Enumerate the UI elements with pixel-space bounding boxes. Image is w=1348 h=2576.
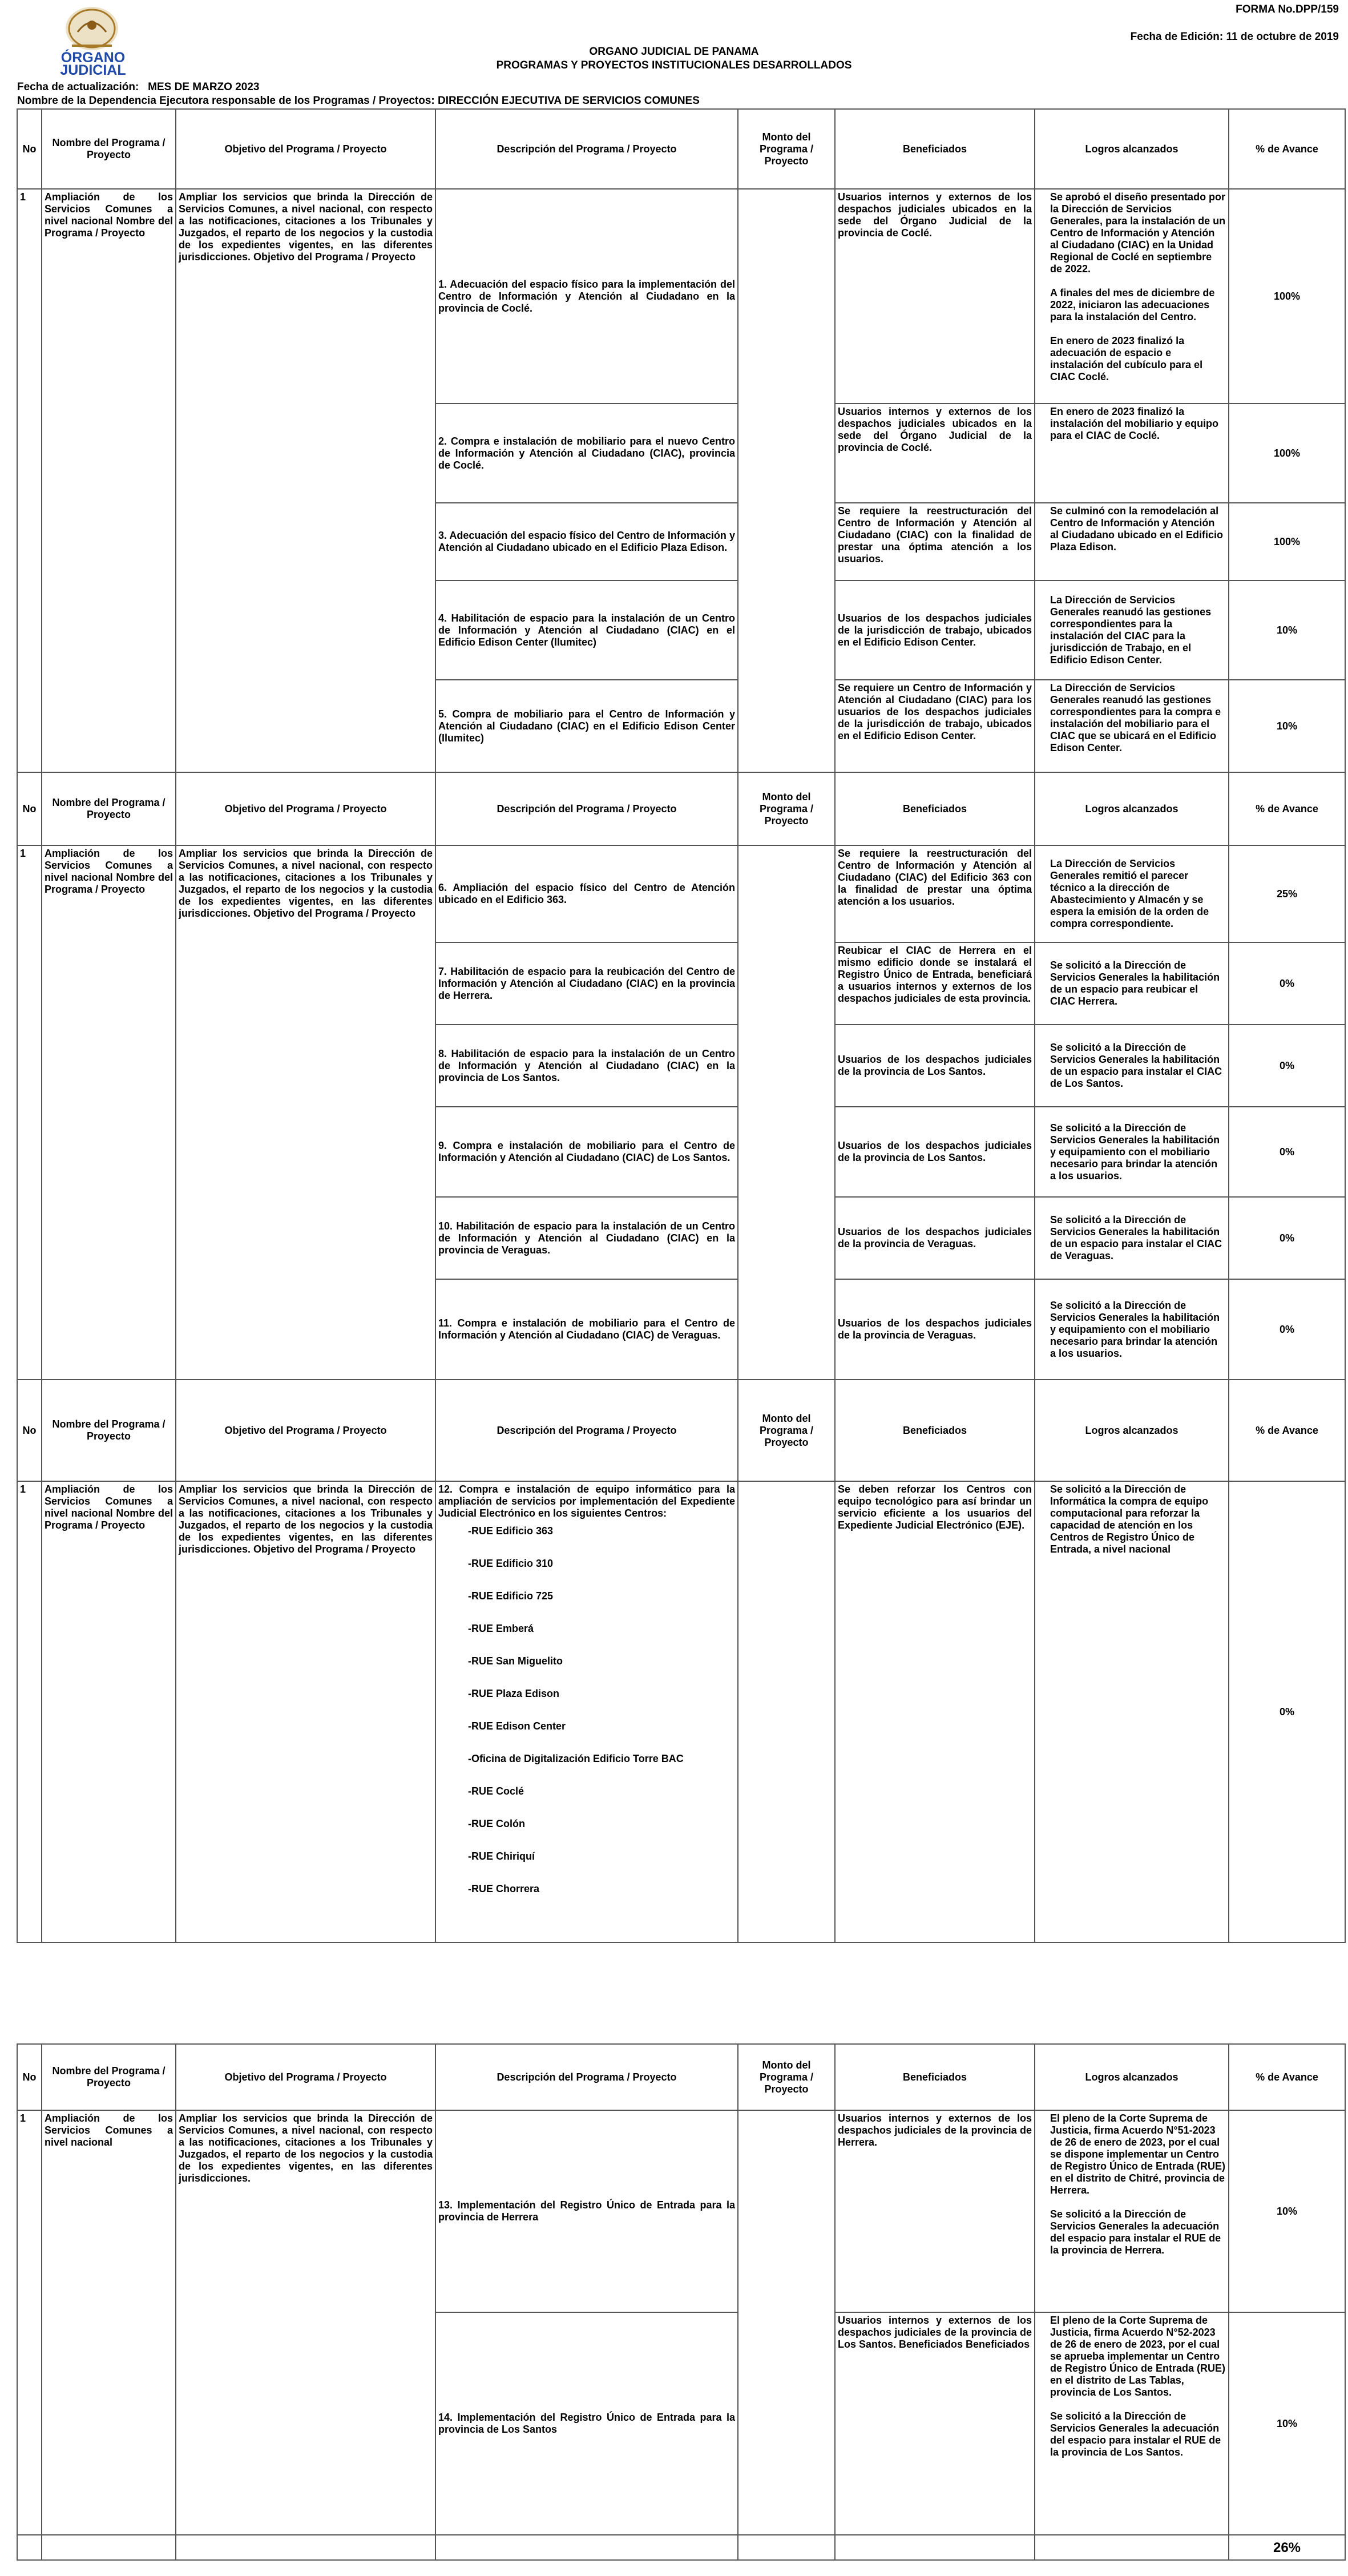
col-monto: Monto del Programa / Proyecto xyxy=(738,1380,835,1481)
program-description xyxy=(435,1481,738,1942)
achievement-text: Se solicitó a la Dirección de Servicios Generales la habilitación y equipamiento con el mobiliario necesario para brindar la atención a los usuarios. xyxy=(1050,1299,1220,1359)
beneficiaries: Usuarios de los despachos judiciales de la jurisdicción de trabajo, ubicados en el Edificio Edison Center. xyxy=(835,580,1035,680)
total-cell-empty xyxy=(17,2535,42,2560)
dependency-name: Nombre de la Dependencia Ejecutora responsable de los Programas / Proyectos: DIRECCIÓN EJECUTIVA DE SERVICIOS COMUNES xyxy=(17,95,700,107)
achievements xyxy=(1035,580,1229,680)
progress-percent: 0% xyxy=(1229,1025,1345,1107)
beneficiaries: Usuarios internos y externos de los despachos judiciales ubicados en la sede del Órgano Judicial de la provincia de Coclé. xyxy=(835,189,1035,404)
achievement-text: Se solicitó a la Dirección de Servicios Generales la adecuación del espacio para instalar el RUE de la provincia de Los Santos. xyxy=(1050,2410,1221,2458)
col-monto: Monto del Programa / Proyecto xyxy=(738,772,835,845)
col-descripcion: Descripción del Programa / Proyecto xyxy=(435,109,738,189)
centers-list xyxy=(468,1525,735,1916)
progress-percent: 0% xyxy=(1229,942,1345,1025)
beneficiaries: Usuarios de los despachos judiciales de la provincia de Los Santos. xyxy=(835,1025,1035,1107)
row-no: 1 xyxy=(17,1481,42,1942)
list-item: -RUE Chorrera xyxy=(468,1883,540,1894)
table-header-row xyxy=(17,1380,1345,1481)
program-description: 13. Implementación del Registro Único de Entrada para la provincia de Herrera xyxy=(435,2110,738,2312)
list-item: -RUE San Miguelito xyxy=(468,1655,563,1667)
programs-table-2 xyxy=(17,2043,1346,2561)
col-monto: Monto del Programa / Proyecto xyxy=(738,2044,835,2110)
list-item: -RUE Coclé xyxy=(468,1785,524,1797)
table-row xyxy=(17,189,1345,404)
col-monto: Monto del Programa / Proyecto xyxy=(738,109,835,189)
achievement-text: Se solicitó a la Dirección de Servicios Generales la adecuación del espacio para instalar el RUE de la provincia de Herrera. xyxy=(1050,2208,1221,2256)
beneficiaries: Se requiere la reestructuración del Centro de Información y Atención al Ciudadano (CIAC) del Edificio 363 con la finalidad de prestar una óptima atención a los usuarios. xyxy=(835,845,1035,942)
program-name: Ampliación de los Servicios Comunes a nivel nacional Nombre del Programa / Proyecto xyxy=(42,845,176,1380)
description-text: 12. Compra e instalación de equipo informático para la ampliación de servicios por implementación del Expediente Judicial Electrónico en los siguientes Centros: xyxy=(438,1483,735,1519)
achievements xyxy=(1035,404,1229,503)
achievement-text: Se aprobó el diseño presentado por la Dirección de Servicios Generales, para la instalación de un Centro de Información y Atención al Ciudadano (CIAC) en la Unidad Regional de Coclé en septiembre de 2022. xyxy=(1050,191,1226,275)
col-logros: Logros alcanzados xyxy=(1035,772,1229,845)
col-beneficiados: Beneficiados xyxy=(835,772,1035,845)
row-no: 1 xyxy=(17,845,42,1380)
form-code: FORMA No.DPP/159 xyxy=(1236,3,1339,15)
achievement-text: En enero de 2023 finalizó la adecuación de espacio e instalación del cubículo para el CIAC Coclé. xyxy=(1050,335,1203,382)
list-item: -RUE Edificio 310 xyxy=(468,1558,554,1569)
col-descripcion: Descripción del Programa / Proyecto xyxy=(435,1380,738,1481)
progress-percent: 100% xyxy=(1229,404,1345,503)
achievements xyxy=(1035,1197,1229,1279)
achievement-text: La Dirección de Servicios Generales remitió el parecer técnico a la dirección de Abastecimiento y Almacén y se espera la emisión de la orden de compra correspondiente. xyxy=(1050,858,1209,929)
col-nombre: Nombre del Programa / Proyecto xyxy=(42,2044,176,2110)
col-beneficiados: Beneficiados xyxy=(835,109,1035,189)
beneficiaries: Usuarios de los despachos judiciales de la provincia de Los Santos. xyxy=(835,1107,1035,1197)
achievement-text: Se culminó con la remodelación al Centro de Información y Atención al Ciudadano ubicado en el Edificio Plaza Edison. xyxy=(1050,505,1224,553)
achievement-text: A finales del mes de diciembre de 2022, iniciaron las adecuaciones para la instalación del Centro. xyxy=(1050,287,1215,322)
table-row xyxy=(17,2110,1345,2312)
progress-percent: 100% xyxy=(1229,189,1345,404)
progress-percent: 10% xyxy=(1229,680,1345,772)
col-no: No xyxy=(17,772,42,845)
col-descripcion: Descripción del Programa / Proyecto xyxy=(435,772,738,845)
program-amount xyxy=(738,845,835,1380)
program-description: 6. Ampliación del espacio físico del Centro de Atención ubicado en el Edificio 363. xyxy=(435,845,738,942)
program-description: 1. Adecuación del espacio físico para la implementación del Centro de Información y Atención al Ciudadano en la provincia de Coclé. xyxy=(435,189,738,404)
progress-percent: 0% xyxy=(1229,1481,1345,1942)
program-description: 3. Adecuación del espacio físico del Centro de Información y Atención al Ciudadano ubicado en el Edificio Plaza Edison. xyxy=(435,503,738,580)
table-row xyxy=(17,845,1345,942)
col-objetivo: Objetivo del Programa / Proyecto xyxy=(176,1380,435,1481)
col-logros: Logros alcanzados xyxy=(1035,109,1229,189)
col-avance: % de Avance xyxy=(1229,772,1345,845)
progress-percent: 100% xyxy=(1229,503,1345,580)
edition-date: Fecha de Edición: 11 de octubre de 2019 xyxy=(1130,31,1339,43)
achievement-text: Se solicitó a la Dirección de Informática la compra de equipo computacional para reforzar la capacidad de atención en los Centros de Registro Único de Entrada, a nivel nacional xyxy=(1050,1483,1209,1555)
program-description: 8. Habilitación de espacio para la instalación de un Centro de Información y Atención al Ciudadano (CIAC) en la provincia de Los Santos. xyxy=(435,1025,738,1107)
beneficiaries: Usuarios internos y externos de los despachos judiciales de la provincia de Herrera. xyxy=(835,2110,1035,2312)
list-item: -RUE Edison Center xyxy=(468,1720,566,1732)
achievement-text: Se solicitó a la Dirección de Servicios Generales la habilitación de un espacio para instalar el CIAC de Los Santos. xyxy=(1050,1042,1222,1089)
update-value: MES DE MARZO 2023 xyxy=(148,81,260,93)
col-beneficiados: Beneficiados xyxy=(835,2044,1035,2110)
total-cell-empty xyxy=(738,2535,835,2560)
total-progress: 26% xyxy=(1229,2535,1345,2560)
program-description: 2. Compra e instalación de mobiliario para el nuevo Centro de Información y Atención al Ciudadano (CIAC), provincia de Coclé. xyxy=(435,404,738,503)
list-item: -RUE Plaza Edison xyxy=(468,1688,560,1699)
achievement-text: Se solicitó a la Dirección de Servicios Generales la habilitación de un espacio para instalar el CIAC de Veraguas. xyxy=(1050,1214,1222,1261)
achievements xyxy=(1035,2110,1229,2312)
program-name: Ampliación de los Servicios Comunes a nivel nacional xyxy=(42,2110,176,2535)
col-avance: % de Avance xyxy=(1229,1380,1345,1481)
achievements xyxy=(1035,1107,1229,1197)
progress-percent: 0% xyxy=(1229,1197,1345,1279)
col-avance: % de Avance xyxy=(1229,2044,1345,2110)
col-avance: % de Avance xyxy=(1229,109,1345,189)
achievement-text: El pleno de la Corte Suprema de Justicia, firma Acuerdo N°51-2023 de 26 de enero de 2023, por el cual se dispone implementar un Centro de Registro Único de Entrada (RUE) en el distrito de Chitré, provincia de Herrera. xyxy=(1050,2113,1226,2196)
program-description: 14. Implementación del Registro Único de Entrada para la provincia de Los Santos xyxy=(435,2312,738,2535)
table-header-row xyxy=(17,2044,1345,2110)
list-item: -RUE Edificio 725 xyxy=(468,1590,554,1602)
program-name: Ampliación de los Servicios Comunes a nivel nacional Nombre del Programa / Proyecto xyxy=(42,189,176,772)
col-no: No xyxy=(17,2044,42,2110)
row-no: 1 xyxy=(17,2110,42,2535)
progress-percent: 10% xyxy=(1229,580,1345,680)
total-cell-empty xyxy=(176,2535,435,2560)
table-row xyxy=(17,1481,1345,1942)
program-description: 11. Compra e instalación de mobiliario para el Centro de Información y Atención al Ciudadano (CIAC) de Veraguas. xyxy=(435,1279,738,1380)
beneficiaries: Se requiere un Centro de Información y Atención al Ciudadano (CIAC) para los usuarios de los despachos judiciales de la jurisdicción de trabajo, ubicados en el Edificio Edison Center. xyxy=(835,680,1035,772)
progress-percent: 10% xyxy=(1229,2110,1345,2312)
col-no: No xyxy=(17,109,42,189)
col-beneficiados: Beneficiados xyxy=(835,1380,1035,1481)
achievements xyxy=(1035,189,1229,404)
program-description: 10. Habilitación de espacio para la instalación de un Centro de Información y Atención al Ciudadano (CIAC) en la provincia de Veraguas. xyxy=(435,1197,738,1279)
update-label: Fecha de actualización: xyxy=(17,81,139,93)
beneficiaries: Se requiere la reestructuración del Centro de Información y Atención al Ciudadano (CIAC) con la finalidad de prestar una óptima atención a los usuarios. xyxy=(835,503,1035,580)
col-objetivo: Objetivo del Programa / Proyecto xyxy=(176,109,435,189)
beneficiaries: Usuarios de los despachos judiciales de la provincia de Veraguas. xyxy=(835,1279,1035,1380)
achievement-text: En enero de 2023 finalizó la instalación del mobiliario y equipo para el CIAC de Coclé. xyxy=(1050,406,1219,441)
program-amount xyxy=(738,189,835,772)
list-item: -RUE Emberá xyxy=(468,1623,534,1634)
col-logros: Logros alcanzados xyxy=(1035,1380,1229,1481)
col-no: No xyxy=(17,1380,42,1481)
col-nombre: Nombre del Programa / Proyecto xyxy=(42,1380,176,1481)
achievements xyxy=(1035,1481,1229,1942)
list-item: -RUE Colón xyxy=(468,1818,525,1829)
beneficiaries: Se deben reforzar los Centros con equipo tecnológico para así brindar un servicio eficiente a los usuarios del Expediente Judicial Electrónico (EJE). xyxy=(835,1481,1035,1942)
total-cell-empty xyxy=(835,2535,1035,2560)
logo-text: ÓRGANO JUDICIAL xyxy=(60,50,126,78)
list-item: -RUE Edificio 363 xyxy=(468,1525,554,1537)
update-date xyxy=(17,81,259,94)
achievement-text: Se solicitó a la Dirección de Servicios Generales la habilitación de un espacio para reubicar el CIAC Herrera. xyxy=(1050,960,1220,1007)
col-descripcion: Descripción del Programa / Proyecto xyxy=(435,2044,738,2110)
col-objetivo: Objetivo del Programa / Proyecto xyxy=(176,772,435,845)
total-cell-empty xyxy=(435,2535,738,2560)
achievement-text: La Dirección de Servicios Generales reanudó las gestiones correspondientes para la instalación del CIAC para la jurisdicción de Trabajo, en el Edificio Edison Center. xyxy=(1050,594,1212,666)
beneficiaries: Usuarios internos y externos de los despachos judiciales ubicados en la sede del Órgano Judicial de la provincia de Coclé. xyxy=(835,404,1035,503)
row-no: 1 xyxy=(17,189,42,772)
report-title-line1: ORGANO JUDICIAL DE PANAMA xyxy=(589,46,759,58)
achievement-text: La Dirección de Servicios Generales reanudó las gestiones correspondientes para la compra e instalación del mobiliario para el CIAC que se ubicará en el Edificio Edison Center. xyxy=(1050,682,1221,753)
program-amount xyxy=(738,1481,835,1942)
program-description: 7. Habilitación de espacio para la reubicación del Centro de Información y Atención al Ciudadano (CIAC) en la provincia de Herrera. xyxy=(435,942,738,1025)
col-nombre: Nombre del Programa / Proyecto xyxy=(42,772,176,845)
program-objective: Ampliar los servicios que brinda la Dirección de Servicios Comunes, a nivel nacional, con respecto a las notificaciones, citaciones a los Tribunales y Juzgados, el reparto de los negocios y la custodia de los expedientes vigentes, en las diferentes jurisdicciones. xyxy=(176,2110,435,2535)
achievements xyxy=(1035,1025,1229,1107)
col-objetivo: Objetivo del Programa / Proyecto xyxy=(176,2044,435,2110)
achievements xyxy=(1035,942,1229,1025)
progress-percent: 0% xyxy=(1229,1279,1345,1380)
list-item: -Oficina de Digitalización Edificio Torre BAC xyxy=(468,1753,684,1764)
progress-percent: 10% xyxy=(1229,2312,1345,2535)
achievement-text: El pleno de la Corte Suprema de Justicia, firma Acuerdo N°52-2023 de 26 de enero de 2023, por el cual se aprueba implementar un Centro de Registro Único de Entrada (RUE) en el distrito de Las Tablas, provincia de Los Santos. xyxy=(1050,2315,1226,2398)
program-description: 5. Compra de mobiliario para el Centro de Información y Atención al Ciudadano (CIAC) en el Edificio Edison Center (Ilumitec) xyxy=(435,680,738,772)
report-title-line2: PROGRAMAS Y PROYECTOS INSTITUCIONALES DESARROLLADOS xyxy=(496,59,852,71)
achievements xyxy=(1035,2312,1229,2535)
achievements xyxy=(1035,845,1229,942)
achievements xyxy=(1035,1279,1229,1380)
program-objective: Ampliar los servicios que brinda la Dirección de Servicios Comunes, a nivel nacional, con respecto a las notificaciones, citaciones a los Tribunales y Juzgados, el reparto de los negocios y la custodia de los expedientes vigentes, en las diferentes jurisdicciones. Objetivo del Programa / Proyecto xyxy=(176,845,435,1380)
achievements xyxy=(1035,503,1229,580)
programs-table-1 xyxy=(17,108,1346,1943)
beneficiaries: Usuarios internos y externos de los despachos judiciales de la provincia de Los Santos. Beneficiados Beneficiados xyxy=(835,2312,1035,2535)
total-row xyxy=(17,2535,1345,2560)
progress-percent: 25% xyxy=(1229,845,1345,942)
program-description: 9. Compra e instalación de mobiliario para el Centro de Información y Atención al Ciudadano (CIAC) de Los Santos. xyxy=(435,1107,738,1197)
table-header-row xyxy=(17,109,1345,189)
program-objective: Ampliar los servicios que brinda la Dirección de Servicios Comunes, a nivel nacional, con respecto a las notificaciones, citaciones a los Tribunales y Juzgados, el reparto de los negocios y la custodia de los expedientes vigentes, en las diferentes jurisdicciones. Objetivo del Programa / Proyecto xyxy=(176,1481,435,1942)
list-item: -RUE Chiriquí xyxy=(468,1851,535,1862)
beneficiaries: Reubicar el CIAC de Herrera en el mismo edificio donde se instalará el Registro Único de Entrada, beneficiará a usuarios internos y externos de los despachos judiciales de esta provincia. xyxy=(835,942,1035,1025)
achievements xyxy=(1035,680,1229,772)
program-name: Ampliación de los Servicios Comunes a nivel nacional Nombre del Programa / Proyecto xyxy=(42,1481,176,1942)
program-objective: Ampliar los servicios que brinda la Dirección de Servicios Comunes, a nivel nacional, con respecto a las notificaciones, citaciones a los Tribunales y Juzgados, el reparto de los negocios y la custodia de los expedientes vigentes, en las diferentes jurisdicciones. Objetivo del Programa / Proyecto xyxy=(176,189,435,772)
col-logros: Logros alcanzados xyxy=(1035,2044,1229,2110)
table-header-row xyxy=(17,772,1345,845)
achievement-text: Se solicitó a la Dirección de Servicios Generales la habilitación y equipamiento con el mobiliario necesario para brindar la atención a los usuarios. xyxy=(1050,1122,1220,1182)
progress-percent: 0% xyxy=(1229,1107,1345,1197)
program-amount xyxy=(738,2110,835,2535)
beneficiaries: Usuarios de los despachos judiciales de la provincia de Veraguas. xyxy=(835,1197,1035,1279)
col-nombre: Nombre del Programa / Proyecto xyxy=(42,109,176,189)
total-cell-empty xyxy=(1035,2535,1229,2560)
program-description: 4. Habilitación de espacio para la instalación de un Centro de Información y Atención al Ciudadano (CIAC) en el Edificio Edison Center (Ilumitec) xyxy=(435,580,738,680)
total-cell-empty xyxy=(42,2535,176,2560)
